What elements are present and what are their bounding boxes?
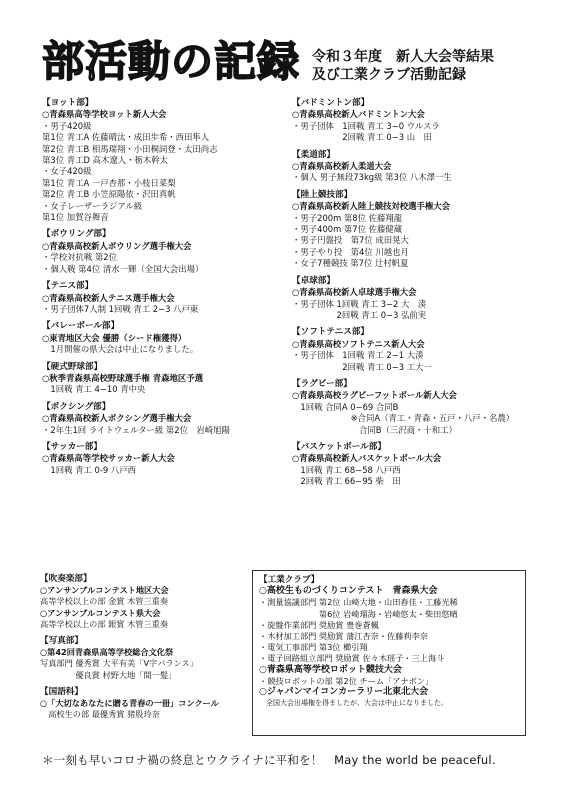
- result-line: 全国大会出場権を得ましたが、大会は中止になりました。: [259, 699, 448, 708]
- result-line: 第1位 青工A 佐藤晴汰・成田歩希・西田隼人: [42, 132, 210, 143]
- result-line: ・個人戦 第4位 清水一輝（全国大会出場）: [42, 263, 204, 274]
- event-name: ○青森県高等学校ヨット新人大会: [42, 109, 167, 120]
- event-name: ○高校生ものづくりコンテスト 青森県大会: [259, 586, 438, 597]
- club-section: [42, 98, 282, 223]
- club-section: [42, 402, 282, 436]
- section-title: 【ソフトテニス部】: [292, 327, 370, 338]
- page-header: [42, 38, 542, 94]
- event-name: ○秋季青森県高校野球選手権 青森地区予選: [42, 372, 203, 383]
- club-section: [42, 321, 282, 355]
- event-name: ○青森県高等学校ロボット競技大会: [259, 664, 402, 675]
- result-line: ・2年生1回 ライトウェルター級 第2位 岩崎旭陽: [42, 424, 230, 435]
- result-line: 2回戦 青工 0−3 山 田: [292, 132, 432, 143]
- club-section: [40, 636, 250, 681]
- club-section: [42, 281, 282, 315]
- event-name: ○青森県高校新人柔道大会: [292, 161, 392, 172]
- event-name: ○青森県高校新人卓球選手権大会: [292, 287, 417, 298]
- result-line: ・旋盤作業部門 奨励賞 豊巻蒼楓: [259, 619, 379, 630]
- section-title: 【陸上競技部】: [292, 189, 353, 200]
- event-name: ○青森県高等学校サッカー新人大会: [42, 453, 175, 464]
- event-name: ○東青地区大会 優勝（シード権獲得）: [42, 332, 187, 343]
- event-name: ○青森県高校ラグビーフットボール新人大会: [292, 390, 457, 401]
- result-line: 第6位 岩崎瑠海・岩崎悠太・柴田悠晴: [259, 608, 458, 619]
- result-line: 第2位 青工B 相馬瑞翔・小田桐詞登・太田尚志: [42, 143, 218, 154]
- event-name: ○ジャパンマイコンカーラリー北東北大会: [259, 687, 429, 698]
- result-line: ・男子団体7人制 1回戦 青工 2−3 八戸東: [42, 303, 199, 314]
- page-subtitle: [312, 48, 494, 84]
- result-line: ・個人 男子無段73kg級 第3位 八木澤一生: [292, 172, 452, 183]
- event-name: ○青森県高校新人バスケットボール大会: [292, 453, 442, 464]
- result-line: ・男子団体 1回戦 青工 2−1 大湊: [292, 350, 424, 361]
- subtitle-line-2: 及び工業クラブ活動記録: [312, 67, 466, 83]
- result-line: 第1位 加賀谷舞音: [42, 212, 109, 223]
- subtitle-line-1: 令和３年度 新人大会等結果: [312, 49, 494, 65]
- result-line: 2回戦 青工 66−95 柴 田: [292, 476, 401, 487]
- result-line: ・学校対抗戦 第2位: [42, 252, 117, 263]
- section-title: 【柔道部】: [292, 149, 335, 160]
- section-title: 【ボクシング部】: [42, 401, 111, 412]
- result-line: 2回戦 青工 0−3 弘前実: [292, 309, 427, 320]
- result-line: ・競技ロボットの部 第2位 チーム「アナボン」: [259, 675, 434, 686]
- club-section: [292, 379, 552, 436]
- club-section: [292, 98, 552, 144]
- result-line: ・男子円盤投 第7位 成田晃大: [292, 235, 409, 246]
- footer-message: ＊一刻も早いコロナ禍の終息とウクライナに平和を！ May the world be peaceful.: [42, 753, 496, 767]
- result-line: ・電子回路組立部門 奨励賞 佐々木瑶子・三上海斗: [259, 653, 445, 664]
- event-name: ○「大切なあなたに贈る青春の一冊」コンクール: [40, 698, 219, 709]
- section-title: 【写真部】: [40, 636, 83, 647]
- right-column: [292, 98, 552, 494]
- club-section: [292, 150, 552, 184]
- result-line: 1回戦 青工 68−58 八戸西: [292, 464, 401, 475]
- result-line: ・男子420級: [42, 120, 92, 131]
- section-title: 【硬式野球部】: [42, 361, 103, 372]
- result-line: 1回戦 青工 4−10 青中央: [42, 384, 146, 395]
- event-name: ○青森県高校新人バドミントン大会: [292, 109, 425, 120]
- result-line: ・男子400m 第7位 佐藤健蔵: [292, 224, 403, 235]
- result-line: 第3位 青工D 高木遼人・栃木幹太: [42, 155, 168, 166]
- result-line: 写真部門 優秀賞 大平有美「V字バランス」: [40, 658, 198, 669]
- left-column: [42, 98, 282, 482]
- result-line: 第1位 青工A 一戸杏那・小枝日菜梨: [42, 177, 176, 188]
- section-title: 【国語科】: [40, 686, 83, 697]
- section-title: 【サッカー部】: [42, 441, 102, 452]
- result-line: ・女子7種競技 第7位 辻村帆夏: [292, 258, 409, 269]
- result-line: ・木材加工部門 奨励賞 蒲江杏奈・佐藤莉李奈: [259, 631, 428, 642]
- event-name: ○青森県高校ソフトテニス新人大会: [292, 338, 425, 349]
- result-line: ・男子団体 1回戦 青工 3−0 ウルスラ: [292, 120, 440, 131]
- result-line: 高等学校以上の部 金賞 木管三重奏: [40, 596, 169, 607]
- event-name: ○青森県高校新人陸上競技対校選手権大会: [292, 201, 451, 212]
- result-line: ・測量協議部門 第2位 山崎大地・山田春佳・工藤光稀: [259, 597, 458, 608]
- event-name: ○青森県高校新人ボクシング選手権大会: [42, 413, 192, 424]
- section-title: 【ヨット部】: [42, 98, 94, 108]
- section-title: 【バレーボール部】: [42, 321, 120, 332]
- result-line: 1回戦 青工 0-9 八戸西: [42, 464, 136, 475]
- result-line: 1月開催の県大会は中止になりました。: [42, 344, 199, 355]
- result-line: 第2位 青工B 小笠原陽依・沢田真帆: [42, 189, 176, 200]
- section-title: 【バドミントン部】: [292, 98, 370, 108]
- club-section: [42, 442, 282, 476]
- result-line: ・電気工事部門 第3位 櫛引翔: [259, 642, 368, 653]
- section-title: 【吹奏楽部】: [40, 574, 92, 584]
- club-section: [292, 190, 552, 270]
- club-section: [292, 442, 552, 488]
- event-name: ○アンサンブルコンテスト地区大会: [40, 585, 169, 596]
- section-title: 【工業クラブ】: [259, 575, 320, 585]
- section-title: 【卓球部】: [292, 275, 335, 286]
- section-title: 【テニス部】: [42, 281, 94, 292]
- club-section: [292, 327, 552, 373]
- club-section: [292, 276, 552, 322]
- result-line: 合同B（三沢商・十和工）: [292, 424, 457, 435]
- page-title: 部活動の記録: [42, 37, 301, 86]
- result-line: 高校生の部 最優秀賞 猪股玲奈: [40, 709, 160, 720]
- section-title: 【バスケットボール部】: [292, 441, 386, 452]
- event-name: ○アンサンブルコンテスト県大会: [40, 607, 161, 618]
- event-name: ○青森県高校新人テニス選手権大会: [42, 292, 175, 303]
- result-line: ・女子420級: [42, 166, 92, 177]
- result-line: 2回戦 青工 0−3 工大一: [292, 361, 432, 372]
- event-name: ○第42回青森県高等学校総合文化祭: [40, 647, 174, 658]
- result-line: ・男子200m 第8位 佐藤翔龍: [292, 212, 403, 223]
- section-title: 【ラグビー部】: [292, 378, 352, 389]
- result-line: ・男子やり投 第4位 川越也月: [292, 246, 409, 257]
- result-line: ・女子レーザーラジアル級: [42, 200, 143, 211]
- club-section: [42, 362, 282, 396]
- result-line: 1回戦 合同A 0−69 合同B: [292, 401, 399, 412]
- section-title: 【ボウリング部】: [42, 229, 111, 240]
- result-line: 高等学校以上の部 銀賞 木管三重奏: [40, 618, 169, 629]
- result-line: 優良賞 村野大地「間一髪」: [40, 669, 177, 680]
- industrial-club-box: [252, 570, 526, 736]
- club-section: [40, 574, 250, 630]
- club-section: [40, 687, 250, 721]
- culture-section: [40, 574, 250, 726]
- result-line: ※合同A（青工・青森・五戸・八戸・名農）: [292, 413, 515, 424]
- event-name: ○青森県高校新人ボウリング選手権大会: [42, 240, 192, 251]
- result-line: ・男子団体 1回戦 青工 3−2 大 湊: [292, 298, 427, 309]
- club-section: [42, 229, 282, 275]
